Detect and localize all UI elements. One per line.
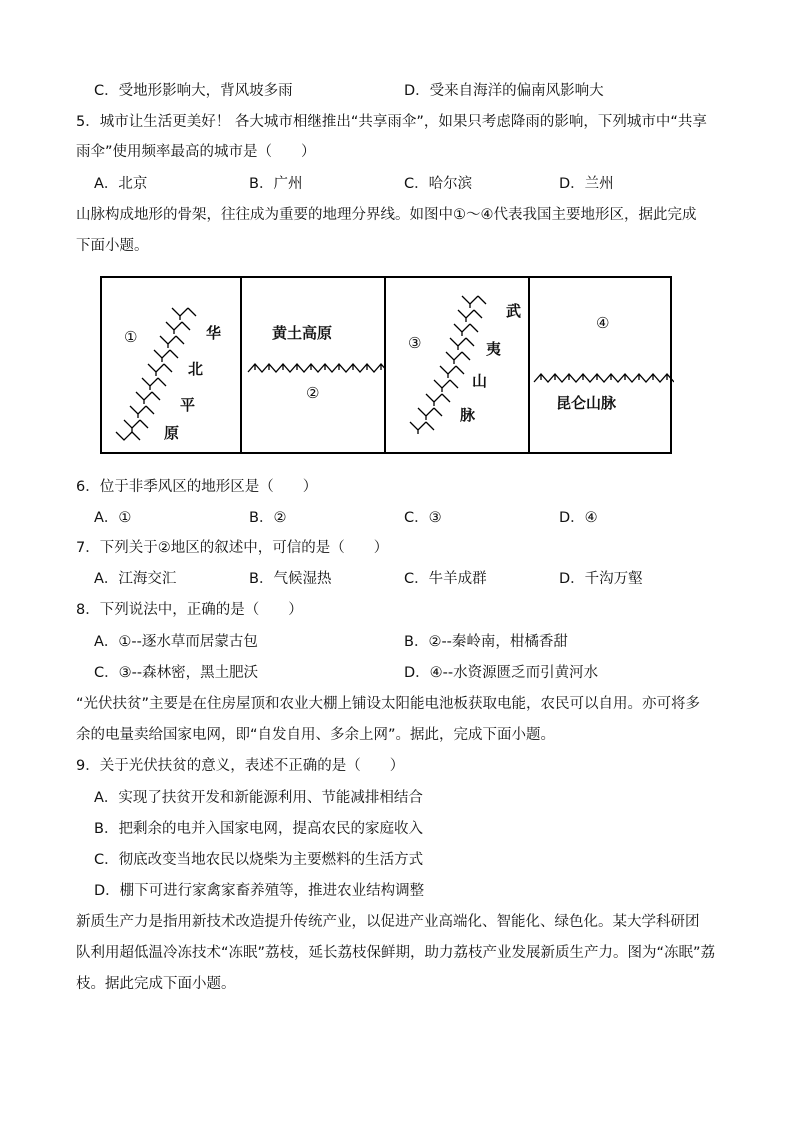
mountain-range-horizontal-2 — [242, 278, 388, 456]
q7-option-b: B．气候湿热 — [249, 571, 332, 587]
panel1-char-1: 华 — [206, 324, 222, 342]
panel3-number: ③ — [408, 334, 422, 352]
mountain-range-horizontal-4 — [530, 278, 674, 456]
q6-option-a: A．① — [94, 510, 132, 526]
q5-option-a: A．北京 — [94, 176, 148, 192]
q6-option-c: C．③ — [404, 510, 442, 526]
q4-option-d: D．受来自海洋的偏南风影响大 — [404, 83, 604, 99]
panel1-char-2: 北 — [188, 360, 204, 378]
q8-option-d: D．④--水资源匮乏而引黄河水 — [404, 665, 599, 681]
q4-option-c: C．受地形影响大，背风坡多雨 — [94, 83, 293, 99]
panel1-char-4: 原 — [164, 424, 180, 442]
panel4-number: ④ — [596, 314, 610, 332]
q8-stem: 8．下列说法中，正确的是（ ） — [76, 602, 303, 618]
terrain-figure — [100, 276, 672, 456]
q5-stem-line1: 5．城市让生活更美好！ 各大城市相继推出“共享雨伞”，如果只考虑降雨的影响，下列城市中“共享 — [76, 114, 707, 130]
panel1-char-3: 平 — [180, 396, 196, 414]
q6-option-d: D．④ — [559, 510, 598, 526]
q5-option-d: D．兰州 — [559, 176, 614, 192]
q9-option-d: D．棚下可进行家禽家畜养殖等，推进农业结构调整 — [94, 883, 425, 899]
panel4-title: 昆仑山脉 — [556, 394, 617, 412]
figure-panel-2 — [240, 276, 386, 454]
panel3-char-3: 山 — [472, 372, 488, 390]
intro1-line2: 下面小题。 — [76, 238, 149, 254]
panel2-title: 黄土高原 — [272, 324, 333, 342]
panel3-char-2: 夷 — [486, 340, 502, 358]
intro3-line1: 新质生产力是指用新技术改造提升传统产业，以促进产业高端化、智能化、绿色化。某大学科研团 — [76, 914, 700, 930]
intro3-line2: 队利用超低温冷冻技术“冻眠”荔枝，延长荔枝保鲜期，助力荔枝产业发展新质生产力。图为“冻眠”荔 — [76, 945, 716, 961]
q5-option-b: B．广州 — [249, 176, 303, 192]
q6-option-b: B．② — [249, 510, 287, 526]
q7-option-d: D．千沟万壑 — [559, 571, 643, 587]
panel3-char-1: 武 — [506, 302, 522, 320]
q5-option-c: C．哈尔滨 — [404, 176, 473, 192]
q8-option-c: C．③--森林密，黑土肥沃 — [94, 665, 259, 681]
intro1-line1: 山脉构成地形的骨架，往往成为重要的地理分界线。如图中①～④代表我国主要地形区，据此完成 — [76, 207, 697, 223]
q9-option-a: A．实现了扶贫开发和新能源利用、节能减排相结合 — [94, 790, 423, 806]
q8-option-b: B．②--秦岭南，柑橘香甜 — [404, 634, 568, 650]
q7-option-a: A．江海交汇 — [94, 571, 177, 587]
q7-stem: 7．下列关于②地区的叙述中，可信的是（ ） — [76, 540, 389, 556]
q5-stem-line2: 雨伞”使用频率最高的城市是（ ） — [76, 144, 316, 160]
panel3-char-4: 脉 — [460, 406, 476, 424]
panel2-number: ② — [306, 384, 320, 402]
figure-panel-3 — [384, 276, 530, 454]
q7-option-c: C．牛羊成群 — [404, 571, 487, 587]
intro2-line2: 余的电量卖给国家电网，即“自发自用、多余上网”。据此，完成下面小题。 — [76, 727, 556, 743]
q9-option-b: B．把剩余的电并入国家电网，提高农民的家庭收入 — [94, 821, 423, 837]
figure-panel-4 — [528, 276, 672, 454]
panel1-number: ① — [124, 328, 138, 346]
q8-option-a: A．①--逐水草而居蒙古包 — [94, 634, 258, 650]
q6-stem: 6．位于非季风区的地形区是（ ） — [76, 479, 318, 495]
intro3-line3: 枝。据此完成下面小题。 — [76, 976, 236, 992]
q9-option-c: C．彻底改变当地农民以烧柴为主要燃料的生活方式 — [94, 852, 424, 868]
q9-stem: 9．关于光伏扶贫的意义，表述不正确的是（ ） — [76, 758, 405, 774]
intro2-line1: “光伏扶贫”主要是在住房屋顶和农业大棚上铺设太阳能电池板获取电能，农民可以自用。亦可将多 — [76, 696, 701, 712]
figure-panel-1 — [100, 276, 242, 454]
